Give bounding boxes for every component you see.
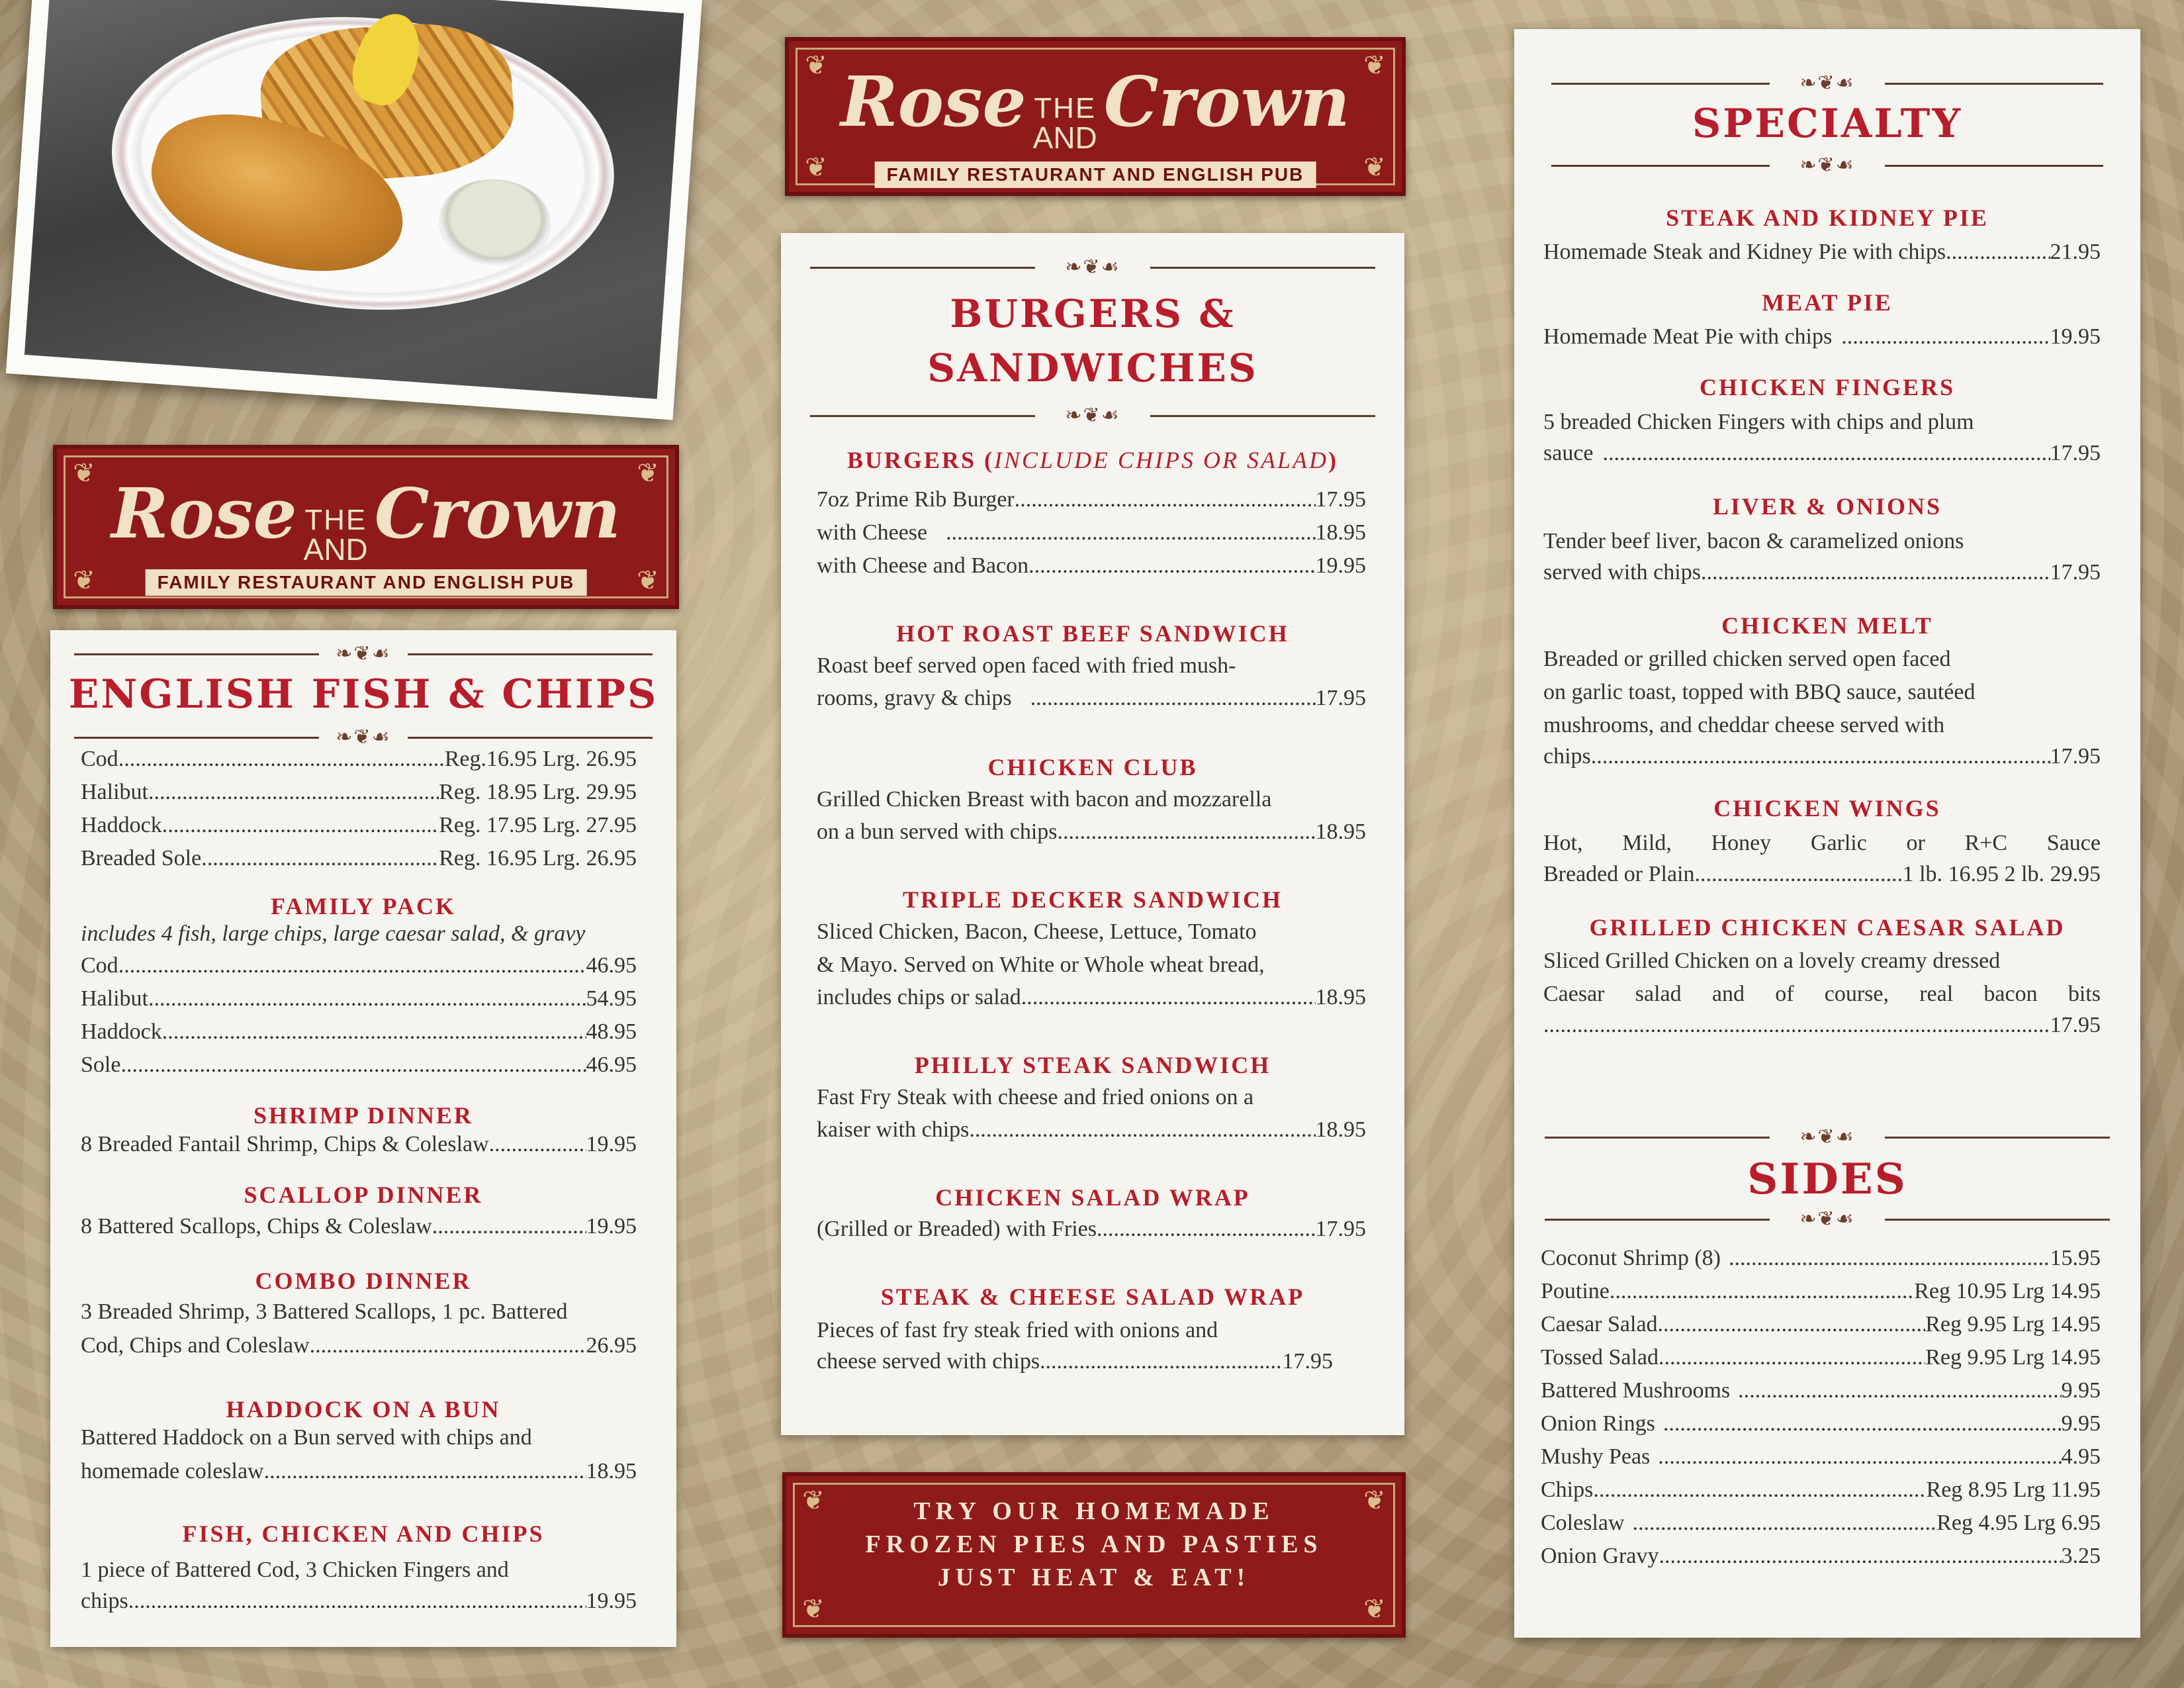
logo-wordmark: Rose THE AND Crown: [841, 61, 1350, 156]
club-title: CHICKEN CLUB: [987, 754, 1198, 780]
chicken-wrap-title: CHICKEN SALAD WRAP: [935, 1184, 1250, 1211]
menu-desc: Fast Fry Steak with cheese and fried onions on a: [817, 1085, 1254, 1109]
fish-chips-panel: [50, 630, 676, 1647]
flourish-icon: ❦: [1363, 152, 1386, 182]
menu-desc: Sliced Chicken, Bacon, Cheese, Lettuce, Tomato: [817, 919, 1257, 944]
menu-item: Cod, Chips and Coleslaw ..... 26.95: [81, 1333, 637, 1358]
menu-desc: Hot, Mild, Honey Garlic or R+C Sauce: [1543, 831, 2101, 855]
flourish-icon: ❦: [637, 458, 659, 488]
divider-bottom: [1545, 1208, 2110, 1230]
menu-item: cheese served with chips ..... 17.95: [817, 1349, 1333, 1374]
scallop-title: SCALLOP DINNER: [244, 1182, 483, 1208]
promo-text: TRY OUR HOMEMADE FROZEN PIES AND PASTIES JUST HEAT & EAT!: [865, 1497, 1323, 1591]
burgers-title: BURGERS (INCLUDE CHIPS OR SALAD): [846, 447, 1339, 473]
menu-item: with Cheese and Bacon ..... 19.95: [817, 553, 1366, 579]
promo-sign: [782, 1472, 1406, 1638]
ornament-icon: ❧❦☙: [1799, 72, 1855, 94]
wings-title: CHICKEN WINGS: [1713, 795, 1941, 821]
flourish-icon: ❦: [73, 565, 95, 595]
side-item: Onion Rings ..... 9.95: [1541, 1411, 2101, 1436]
ornament-icon: ❧❦☙: [1799, 1208, 1855, 1230]
menu-desc: Caesar salad and of course, real bacon bits: [1543, 982, 2101, 1006]
menu-item: Sole ..... 46.95: [81, 1053, 637, 1078]
steak-kidney-title: STEAK AND KIDNEY PIE: [1666, 205, 1989, 231]
menu-item: on a bun served with chips ..... 18.95: [817, 820, 1366, 845]
menu-item: sauce ..... 17.95: [1543, 441, 2101, 466]
side-item: Mushy Peas ..... 4.95: [1541, 1444, 2101, 1470]
menu-desc: 3 Breaded Shrimp, 3 Battered Scallops, 1 pc. Battered: [81, 1299, 568, 1324]
steak-wrap-title: STEAK & CHEESE SALAD WRAP: [880, 1284, 1305, 1310]
divider-bottom: [810, 404, 1375, 426]
divider-bottom: [1551, 154, 2103, 176]
fingers-title: CHICKEN FINGERS: [1699, 374, 1956, 400]
side-item: Tossed Salad ..... Reg 9.95 Lrg 14.95: [1541, 1345, 2101, 1370]
triple-title: TRIPLE DECKER SANDWICH: [902, 886, 1283, 913]
flourish-icon: ❦: [1363, 50, 1386, 80]
menu-item: served with chips ..... 17.95: [1543, 560, 2101, 585]
flourish-icon: ❦: [802, 1485, 825, 1515]
divider-top: [1551, 72, 2103, 94]
menu-desc: Battered Haddock on a Bun served with chips and: [81, 1425, 532, 1450]
shrimp-title: SHRIMP DINNER: [253, 1102, 474, 1129]
side-item: Onion Gravy ..... 3.25: [1541, 1544, 2101, 1569]
menu-item: Haddock ..... Reg. 17.95 Lrg. 27.95: [81, 813, 637, 838]
flourish-icon: ❦: [637, 565, 659, 595]
family-pack-title: FAMILY PACK: [271, 893, 456, 919]
ornament-icon: ❧❦☙: [336, 643, 391, 665]
menu-item: (Grilled or Breaded) with Fries ..... 17.95: [817, 1217, 1366, 1242]
photo-image: [24, 0, 684, 399]
menu-item: rooms, gravy & chips ..... 17.95: [817, 686, 1366, 711]
menu-desc: 5 breaded Chicken Fingers with chips and plum: [1543, 410, 1974, 434]
menu-desc: & Mayo. Served on White or Whole wheat bread,: [817, 953, 1265, 977]
flourish-icon: ❦: [1363, 1485, 1386, 1515]
haddock-bun-title: HADDOCK ON A BUN: [226, 1396, 501, 1423]
menu-item: 8 Breaded Fantail Shrimp, Chips & Coleslaw ..... 19.95: [81, 1132, 637, 1157]
meat-pie-title: MEAT PIE: [1762, 289, 1893, 316]
side-item: Coleslaw ..... Reg 4.95 Lrg 6.95: [1541, 1511, 2101, 1536]
side-item: Chips ..... Reg 8.95 Lrg 11.95: [1541, 1477, 2101, 1503]
logo-sign-left: [53, 445, 679, 609]
combo-title: COMBO DINNER: [255, 1268, 472, 1294]
logo-tagline: FAMILY RESTAURANT AND ENGLISH PUB: [146, 569, 587, 596]
ornament-icon: ❧❦☙: [1799, 1126, 1855, 1148]
menu-desc: Roast beef served open faced with fried mush-: [817, 653, 1236, 678]
ornament-icon: ❧❦☙: [336, 726, 391, 748]
menu-desc: Breaded or grilled chicken served open faced: [1543, 647, 1951, 671]
family-pack-note: includes 4 fish, large chips, large caesar salad, & gravy: [81, 921, 586, 946]
logo-wordmark: Rose THE AND Crown: [111, 473, 621, 567]
divider-top: [74, 643, 653, 665]
flourish-icon: ❦: [73, 458, 95, 488]
menu-item: Homemade Steak and Kidney Pie with chips ..... 21.95: [1543, 240, 2101, 265]
section-title-line1: BURGERS &: [950, 291, 1236, 336]
menu-item: Halibut ..... 54.95: [81, 986, 637, 1011]
menu-desc: 1 piece of Battered Cod, 3 Chicken Fingers and: [81, 1558, 509, 1582]
sides-title: SIDES: [1747, 1154, 1907, 1204]
menu-item: 8 Battered Scallops, Chips & Coleslaw ..... 19.95: [81, 1214, 637, 1239]
menu-item: chips ..... 17.95: [1543, 744, 2101, 769]
menu-item: ..... 17.95: [1543, 1013, 2101, 1038]
menu-desc: mushrooms, and cheddar cheese served with: [1543, 713, 1945, 737]
menu-item: kaiser with chips ..... 18.95: [817, 1117, 1366, 1143]
ornament-icon: ❧❦☙: [1065, 256, 1120, 278]
side-item: Poutine ..... Reg 10.95 Lrg 14.95: [1541, 1279, 2101, 1304]
menu-desc: Pieces of fast fry steak fried with onions and: [817, 1318, 1218, 1342]
ornament-icon: ❧❦☙: [1065, 404, 1120, 426]
melt-title: CHICKEN MELT: [1721, 612, 1933, 639]
flourish-icon: ❦: [1363, 1594, 1386, 1624]
flourish-icon: ❦: [805, 152, 827, 182]
menu-desc: Tender beef liver, bacon & caramelized onions: [1543, 529, 1964, 553]
menu-item: Cod ..... Reg.16.95 Lrg. 26.95: [81, 747, 637, 772]
liver-title: LIVER & ONIONS: [1712, 493, 1942, 520]
menu-item: Cod ..... 46.95: [81, 953, 637, 978]
menu-item: Breaded Sole ..... Reg. 16.95 Lrg. 26.95: [81, 846, 637, 871]
menu-desc: Grilled Chicken Breast with bacon and mozzarella: [817, 787, 1272, 812]
menu-item: homemade coleslaw ..... 18.95: [81, 1459, 637, 1484]
menu-item: chips ..... 19.95: [81, 1589, 637, 1614]
menu-item: Haddock ..... 48.95: [81, 1019, 637, 1045]
burgers-panel: [781, 233, 1404, 1435]
menu-item: includes chips or salad ..... 18.95: [817, 985, 1366, 1010]
divider-bottom: [74, 726, 653, 748]
philly-title: PHILLY STEAK SANDWICH: [914, 1052, 1271, 1078]
menu-item: Breaded or Plain ..... 1 lb. 16.95 2 lb. 29.95: [1543, 862, 2101, 887]
caesar-title: GRILLED CHICKEN CAESAR SALAD: [1589, 914, 2066, 941]
menu-item: 7oz Prime Rib Burger ..... 17.95: [817, 487, 1366, 512]
side-item: Coconut Shrimp (8) ..... 15.95: [1541, 1246, 2101, 1271]
flourish-icon: ❦: [802, 1594, 825, 1624]
logo-tagline: FAMILY RESTAURANT AND ENGLISH PUB: [875, 162, 1316, 188]
section-title: SPECIALTY: [1692, 101, 1963, 147]
logo-sign-center: [785, 37, 1406, 196]
side-item: Battered Mushrooms ..... 9.95: [1541, 1378, 2101, 1403]
fcc-title: FISH, CHICKEN AND CHIPS: [182, 1521, 545, 1547]
menu-item: Halibut ..... Reg. 18.95 Lrg. 29.95: [81, 780, 637, 805]
menu-desc: Sliced Grilled Chicken on a lovely creamy dressed: [1543, 949, 2001, 973]
side-item: Caesar Salad ..... Reg 9.95 Lrg 14.95: [1541, 1312, 2101, 1337]
fish-and-chips-photo: [6, 0, 702, 420]
menu-desc: on garlic toast, topped with BBQ sauce, sautéed: [1543, 680, 1976, 704]
section-title: ENGLISH FISH & CHIPS: [68, 671, 659, 718]
section-title-line2: SANDWICHES: [927, 346, 1258, 391]
divider-top: [1545, 1126, 2110, 1148]
specialty-panel: [1514, 29, 2140, 1638]
menu-item: Homemade Meat Pie with chips ..... 19.95: [1543, 324, 2101, 350]
ornament-icon: ❧❦☙: [1799, 154, 1855, 176]
hot-roast-title: HOT ROAST BEEF SANDWICH: [896, 620, 1289, 647]
divider-top: [810, 256, 1375, 278]
menu-item: with Cheese ..... 18.95: [817, 520, 1366, 545]
flourish-icon: ❦: [805, 50, 827, 80]
